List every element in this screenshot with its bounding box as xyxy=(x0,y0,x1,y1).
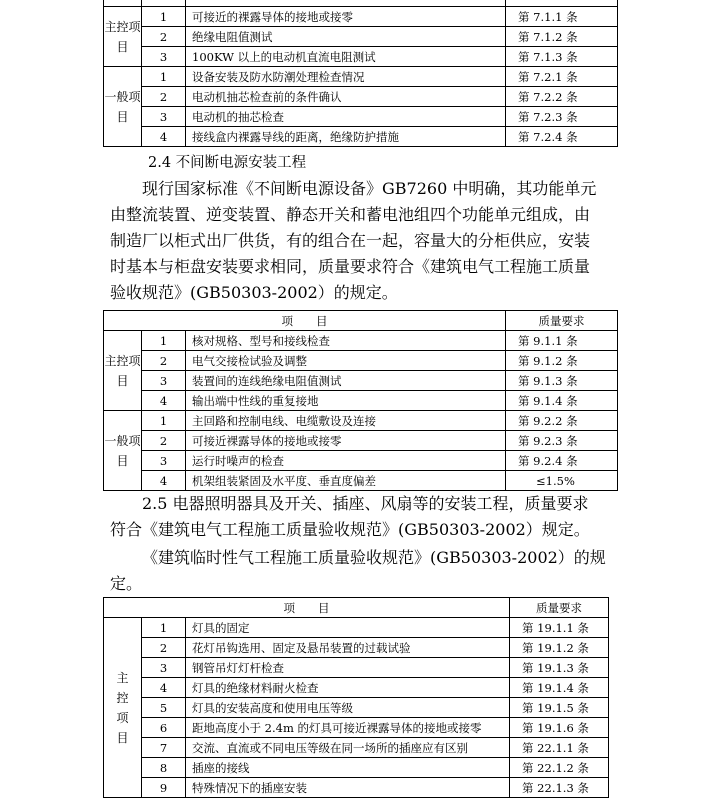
table-header-row xyxy=(104,311,618,331)
requirement-text: 第 9.1.3 条 xyxy=(506,371,618,391)
row-number: 1 xyxy=(142,67,186,87)
row-number: 5 xyxy=(142,698,186,718)
table-row xyxy=(104,7,618,27)
item-text: 可接近裸露导体的接地或接零 xyxy=(186,431,506,451)
row-number: 6 xyxy=(142,718,186,738)
requirement-text: 第 9.2.2 条 xyxy=(506,411,618,431)
item-text: 设备安装及防水防潮处理检查情况 xyxy=(186,67,506,87)
item-text: 电动机抽芯检查前的条件确认 xyxy=(186,87,506,107)
table-row xyxy=(104,331,618,351)
row-number: 4 xyxy=(142,391,186,411)
item-text: 灯具的绝缘材料耐火检查 xyxy=(186,678,510,698)
row-number: 2 xyxy=(142,27,186,47)
item-text: 输出端中性线的重复接地 xyxy=(186,391,506,411)
paragraph-line: 时基本与柜盘安装要求相同，质量要求符合《建筑电气工程施工质量 xyxy=(110,257,591,276)
requirement-text: 第 7.2.3 条 xyxy=(506,107,618,127)
table-row xyxy=(104,638,609,658)
row-number: 1 xyxy=(142,331,186,351)
row-number: 7 xyxy=(142,738,186,758)
paragraph-line: 现行国家标准《不间断电源设备》GB7260 中明确，其功能单元 xyxy=(142,179,597,198)
column-header-item: 项 目 xyxy=(104,311,506,331)
paragraph-line: 符合《建筑电气工程施工质量验收规范》(GB50303-2002）规定。 xyxy=(110,520,590,539)
item-text: 装置间的连线绝缘电阻值测试 xyxy=(186,371,506,391)
paragraph-line: 2.5 电器照明器具及开关、插座、风扇等的安装工程，质量要求 xyxy=(142,494,589,513)
item-text: 交流、直流或不同电压等级在同一场所的插座应有区别 xyxy=(186,738,510,758)
table-row xyxy=(104,127,618,147)
row-number: 3 xyxy=(142,658,186,678)
table-row xyxy=(104,778,609,798)
row-number: 1 xyxy=(142,411,186,431)
table-row xyxy=(104,738,609,758)
requirement-text: 第 19.1.2 条 xyxy=(510,638,609,658)
item-text: 灯具的固定 xyxy=(186,618,510,638)
row-number: 1 xyxy=(142,618,186,638)
column-header-requirement: 质量要求 xyxy=(506,311,618,331)
item-text: 灯具的安装高度和使用电压等级 xyxy=(186,698,510,718)
table-row xyxy=(104,411,618,431)
table-row xyxy=(104,678,609,698)
requirement-text: 第 7.1.1 条 xyxy=(506,7,618,27)
group-label: 一般项目 xyxy=(104,411,142,491)
requirement-text: 第 22.1.1 条 xyxy=(510,738,609,758)
table-row xyxy=(104,67,618,87)
requirement-text: 第 7.1.2 条 xyxy=(506,27,618,47)
paragraph-line: 定。 xyxy=(110,574,143,593)
requirement-text: 第 22.1.3 条 xyxy=(510,778,609,798)
row-number: 3 xyxy=(142,371,186,391)
table-row xyxy=(104,698,609,718)
item-text: 电动机的抽芯检查 xyxy=(186,107,506,127)
row-number: 4 xyxy=(142,678,186,698)
item-text: 运行时噪声的检查 xyxy=(186,451,506,471)
row-number: 2 xyxy=(142,638,186,658)
item-text: 距地高度小于 2.4m 的灯具可接近裸露导体的接地或接零 xyxy=(186,718,510,738)
group-label: 一般项目 xyxy=(104,67,142,147)
table-row xyxy=(104,758,609,778)
requirement-text: 第 9.1.1 条 xyxy=(506,331,618,351)
table-row xyxy=(104,718,609,738)
column-header-item: 项 目 xyxy=(104,598,510,618)
table-row xyxy=(104,391,618,411)
group-label: 主控项目 xyxy=(116,670,129,745)
group-label: 主控项目 xyxy=(104,7,142,67)
row-number: 2 xyxy=(142,351,186,371)
item-text: 可接近的裸露导体的接地或接零 xyxy=(186,7,506,27)
paragraph-line: 由整流装置、逆变装置、静态开关和蓄电池组四个功能单元组成，由 xyxy=(110,205,591,224)
body-paragraph xyxy=(110,176,710,306)
requirement-text: 第 19.1.1 条 xyxy=(510,618,609,638)
item-text: 花灯吊钩选用、固定及悬吊装置的过载试验 xyxy=(186,638,510,658)
item-text: 主回路和控制电线、电缆敷设及连接 xyxy=(186,411,506,431)
row-number: 3 xyxy=(142,451,186,471)
item-text: 接线盒内裸露导线的距离，绝缘防护措施 xyxy=(186,127,506,147)
table-row xyxy=(104,47,618,67)
requirement-text: 第 19.1.4 条 xyxy=(510,678,609,698)
row-number: 9 xyxy=(142,778,186,798)
requirement-text: 第 7.1.3 条 xyxy=(506,47,618,67)
column-header-requirement: 质量要求 xyxy=(510,598,609,618)
row-number: 4 xyxy=(142,471,186,491)
requirement-text: 第 22.1.2 条 xyxy=(510,758,609,778)
item-text: 钢管吊灯灯杆检查 xyxy=(186,658,510,678)
item-text: 核对规格、型号和接线检查 xyxy=(186,331,506,351)
table-header-row xyxy=(104,598,609,618)
item-text: 机架组装紧固及水平度、垂直度偏差 xyxy=(186,471,506,491)
table-row xyxy=(104,431,618,451)
paragraph-line: 验收规范》(GB50303-2002）的规定。 xyxy=(110,283,398,302)
item-text: 100KW 以上的电动机直流电阻测试 xyxy=(186,47,506,67)
row-number: 4 xyxy=(142,127,186,147)
item-text: 插座的接线 xyxy=(186,758,510,778)
requirement-text: 第 9.1.4 条 xyxy=(506,391,618,411)
table-row xyxy=(104,107,618,127)
table-lighting-inspection xyxy=(103,597,609,798)
body-paragraph xyxy=(110,491,710,543)
requirement-text: 第 7.2.4 条 xyxy=(506,127,618,147)
table-row xyxy=(104,371,618,391)
row-number: 3 xyxy=(142,107,186,127)
row-number: 8 xyxy=(142,758,186,778)
table-row xyxy=(104,27,618,47)
requirement-text: 第 7.2.2 条 xyxy=(506,87,618,107)
requirement-text: 第 19.1.6 条 xyxy=(510,718,609,738)
table-row xyxy=(104,471,618,491)
table-row xyxy=(104,658,609,678)
paragraph-line: 《建筑临时性气工程施工质量验收规范》(GB50303-2002）的规 xyxy=(142,548,606,567)
row-number: 3 xyxy=(142,47,186,67)
body-paragraph xyxy=(110,545,710,597)
item-text: 特殊情况下的插座安装 xyxy=(186,778,510,798)
requirement-text: 第 9.1.2 条 xyxy=(506,351,618,371)
group-label: 主控项目 xyxy=(104,331,142,411)
requirement-text: 第 9.2.4 条 xyxy=(506,451,618,471)
table-row xyxy=(104,451,618,471)
requirement-text: ≤1.5% xyxy=(506,471,618,491)
item-text: 绝缘电阻值测试 xyxy=(186,27,506,47)
table-row xyxy=(104,618,609,638)
item-text: 电气交接检试验及调整 xyxy=(186,351,506,371)
requirement-text: 第 7.2.1 条 xyxy=(506,67,618,87)
row-number: 2 xyxy=(142,431,186,451)
table-row xyxy=(104,351,618,371)
section-heading: 2.4 不间断电源安装工程 xyxy=(148,155,307,171)
row-number: 1 xyxy=(142,7,186,27)
requirement-text: 第 19.1.5 条 xyxy=(510,698,609,718)
requirement-text: 第 19.1.3 条 xyxy=(510,658,609,678)
requirement-text: 第 9.2.3 条 xyxy=(506,431,618,451)
row-number: 2 xyxy=(142,87,186,107)
paragraph-line: 制造厂以柜式出厂供货，有的组合在一起，容量大的分柜供应，安装 xyxy=(110,231,591,250)
table-motor-inspection xyxy=(103,0,618,147)
table-ups-inspection xyxy=(103,310,618,491)
table-row xyxy=(104,87,618,107)
